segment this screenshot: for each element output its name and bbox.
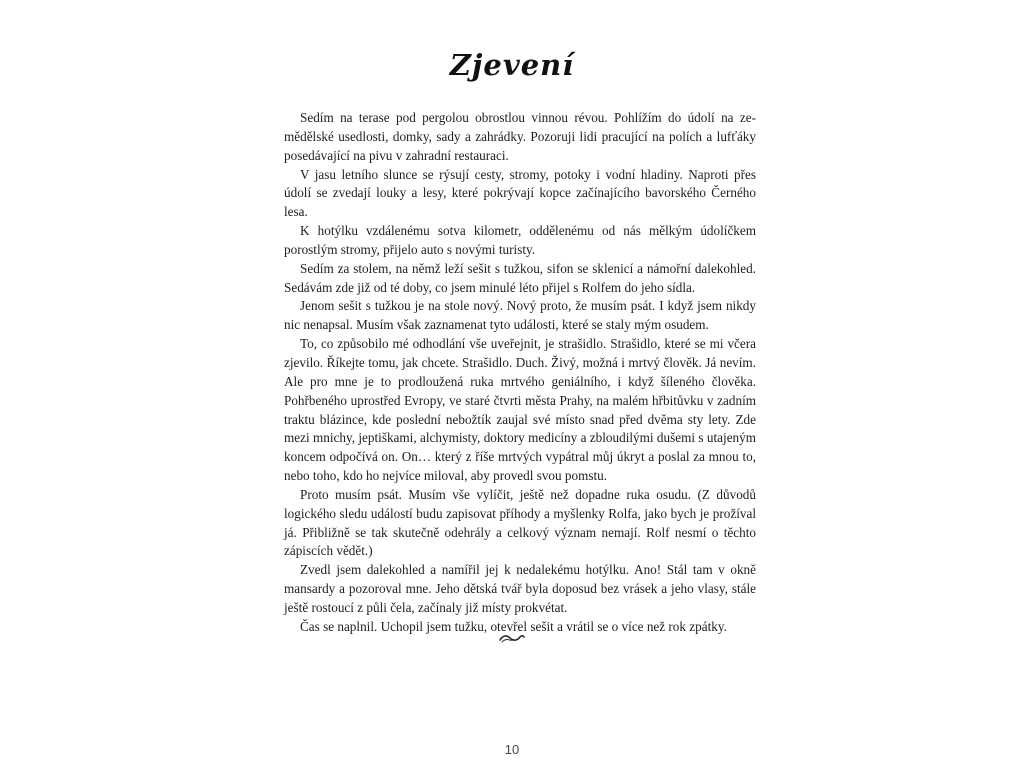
- chapter-title: Zjevení: [449, 48, 575, 82]
- paragraph-4: Sedím za stolem, na němž leží sešit s tužkou, sifon se sklenicí a námořní dalekohled. Sedávám zde již od té doby, co jsem minulé léto přijel s Rolfem do jeho sídla.: [284, 260, 756, 295]
- paragraph-2: V jasu letního slunce se rýsují cesty, stromy, potoky i vodní hladiny. Naproti přes údolí se zvedají louky a lesy, které pokrývají kopce začínajícího bavorského Černého lesa.: [284, 166, 756, 220]
- paragraph-7: Proto musím psát. Musím vše vylíčit, ještě než dopadne ruka osudu. (Z důvodů logického sledu událostí budu zapisovat příhody a myšlenky Rolfa, jako bych je prožíval já. Přibližně se tak skutečně odehrály a celkový význam nemají. Rolf nesmí o těchto zápiscích vědět.): [284, 486, 756, 559]
- paragraph-3: K hotýlku vzdálenému sotva kilometr, oddělenému od nás mělkým údolíčkem porostlým stromy, přijelo auto s novými turisty.: [284, 223, 756, 257]
- paragraph-9: Čas se naplnil. Uchopil jsem tužku, otevřel sešit a vrátil se o více než rok zpátky.: [300, 618, 727, 634]
- paragraph-8: Zvedl jsem dalekohled a namířil jej k nedalekému hotýlku. Ano! Stál tam v okně mansardy a pozoroval mne. Jeho dětská tvář byla doposud bez vrásek a jeho vlasy, stále ještě rostoucí z půli čela, začínaly již místy prokvétat.: [284, 562, 756, 615]
- paragraph-1: Sedím na terase pod pergolou obrostlou vinnou révou. Pohlížím do údolí na zemědělské usedlosti, domky, sady a zahrádky. Pozoruji lidi pracující na polích a lufťáky posedávající na pivu v zahradní restauraci.: [284, 110, 756, 163]
- page-number: 10: [504, 742, 520, 757]
- paragraph-6: To, co způsobilo mé odhodlání vše uveřejnit, je strašidlo. Strašidlo, které se mi včera zjevilo. Říkejte tomu, jak chcete. Strašidlo. Duch. Živý, možná i mrtvý člověk. Já nevím. Ale pro mne je to prodloužená ruka mrtvého geniálního, i když šíleného člověka. Pohřbeného uprostřed Evropy, ve staré čtvrti města Prahy, na malém hřbitůvku v zadním traktu blázince, kde poslední nebožtík zaujal své místo snad před dvěma sty lety. Zde mezi mnichy, jeptiškami, alchymisty, doktory medicíny a zbloudilými dušemi s utajeným koncem odpočívá on. On… který z říše mrtvých vypátral můj úkryt a poslal za mnou to, nebo toho, kdo ho nejvíce miloval, aby provedl svou pomstu.: [284, 336, 756, 484]
- paragraph-5: Jenom sešit s tužkou je na stole nový. Nový proto, že musím psát. I když jsem nikdy nic nenapsal. Musím však zaznamenat tyto události, které se staly mým osudem.: [284, 298, 756, 333]
- chapter-body: [284, 109, 756, 637]
- swash-ornament-icon: [499, 632, 525, 644]
